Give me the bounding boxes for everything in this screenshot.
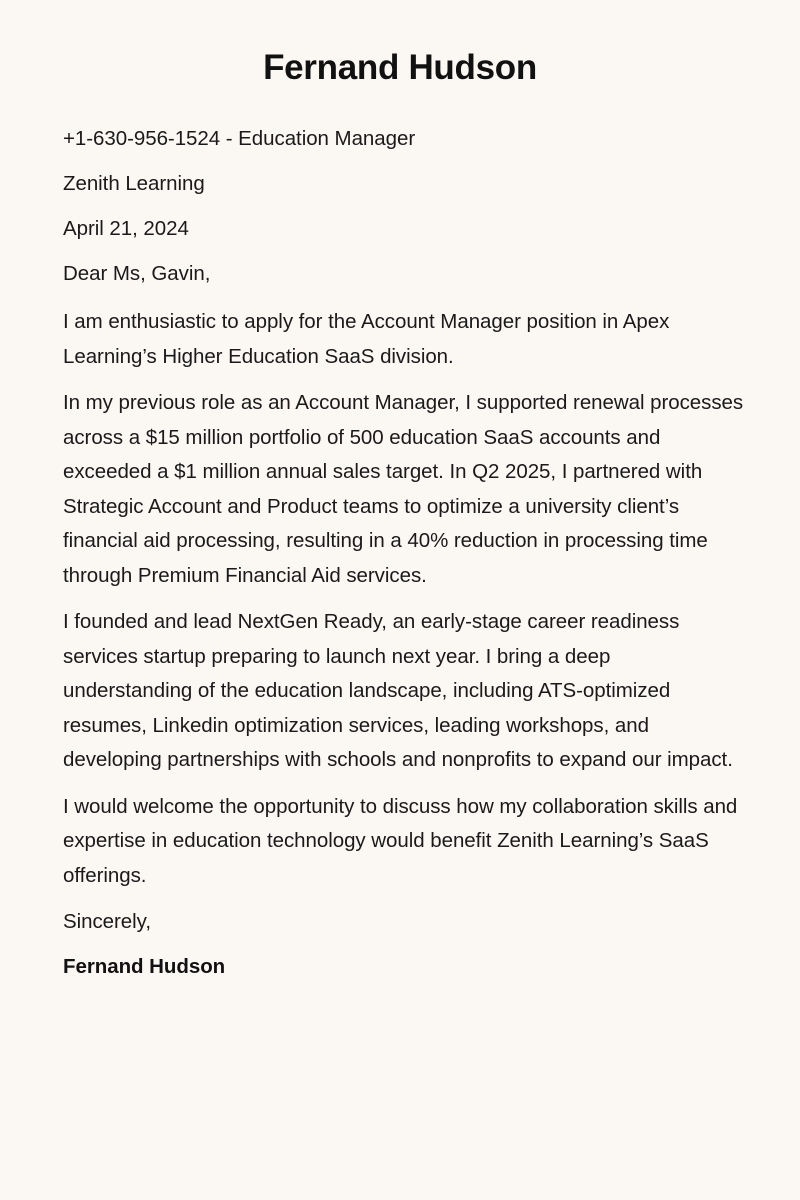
signature-name: Fernand Hudson [63,955,226,979]
salutation: Dear Ms, Gavin, [63,262,211,286]
closing-line: Sincerely, [63,910,151,934]
body-paragraph-2: In my previous role as an Account Manager, I supported renewal processes across a $15 million portfolio of 500 education SaaS accounts and exceeded a $1 million annual sales target. In Q2 2025, I partnered with Strategic Account and Product teams to optimize a university client’s financial aid processing, resulting in a 40% reduction in processing time through Premium Financial Aid services. [63,391,744,587]
body-paragraph-1: I am enthusiastic to apply for the Account Manager position in Apex Learning’s Higher Education SaaS division. [63,310,670,368]
body-paragraph-4: I would welcome the opportunity to discuss how my collaboration skills and expertise in education technology would benefit Zenith Learning’s SaaS offerings. [63,794,738,887]
page-title: Fernand Hudson [263,48,537,87]
contact-line: +1-630-956-1524 - Education Manager [63,127,416,151]
letter-date: April 21, 2024 [63,217,189,241]
company-name: Zenith Learning [63,172,205,196]
body-paragraph-3: I founded and lead NextGen Ready, an early-stage career readiness services startup preparing to launch next year. I bring a deep understanding of the education landscape, including ATS-optimized resumes, Linkedin optimization services, leading workshops, and developing partnerships with schools and nonprofits to expand our impact. [63,610,733,772]
